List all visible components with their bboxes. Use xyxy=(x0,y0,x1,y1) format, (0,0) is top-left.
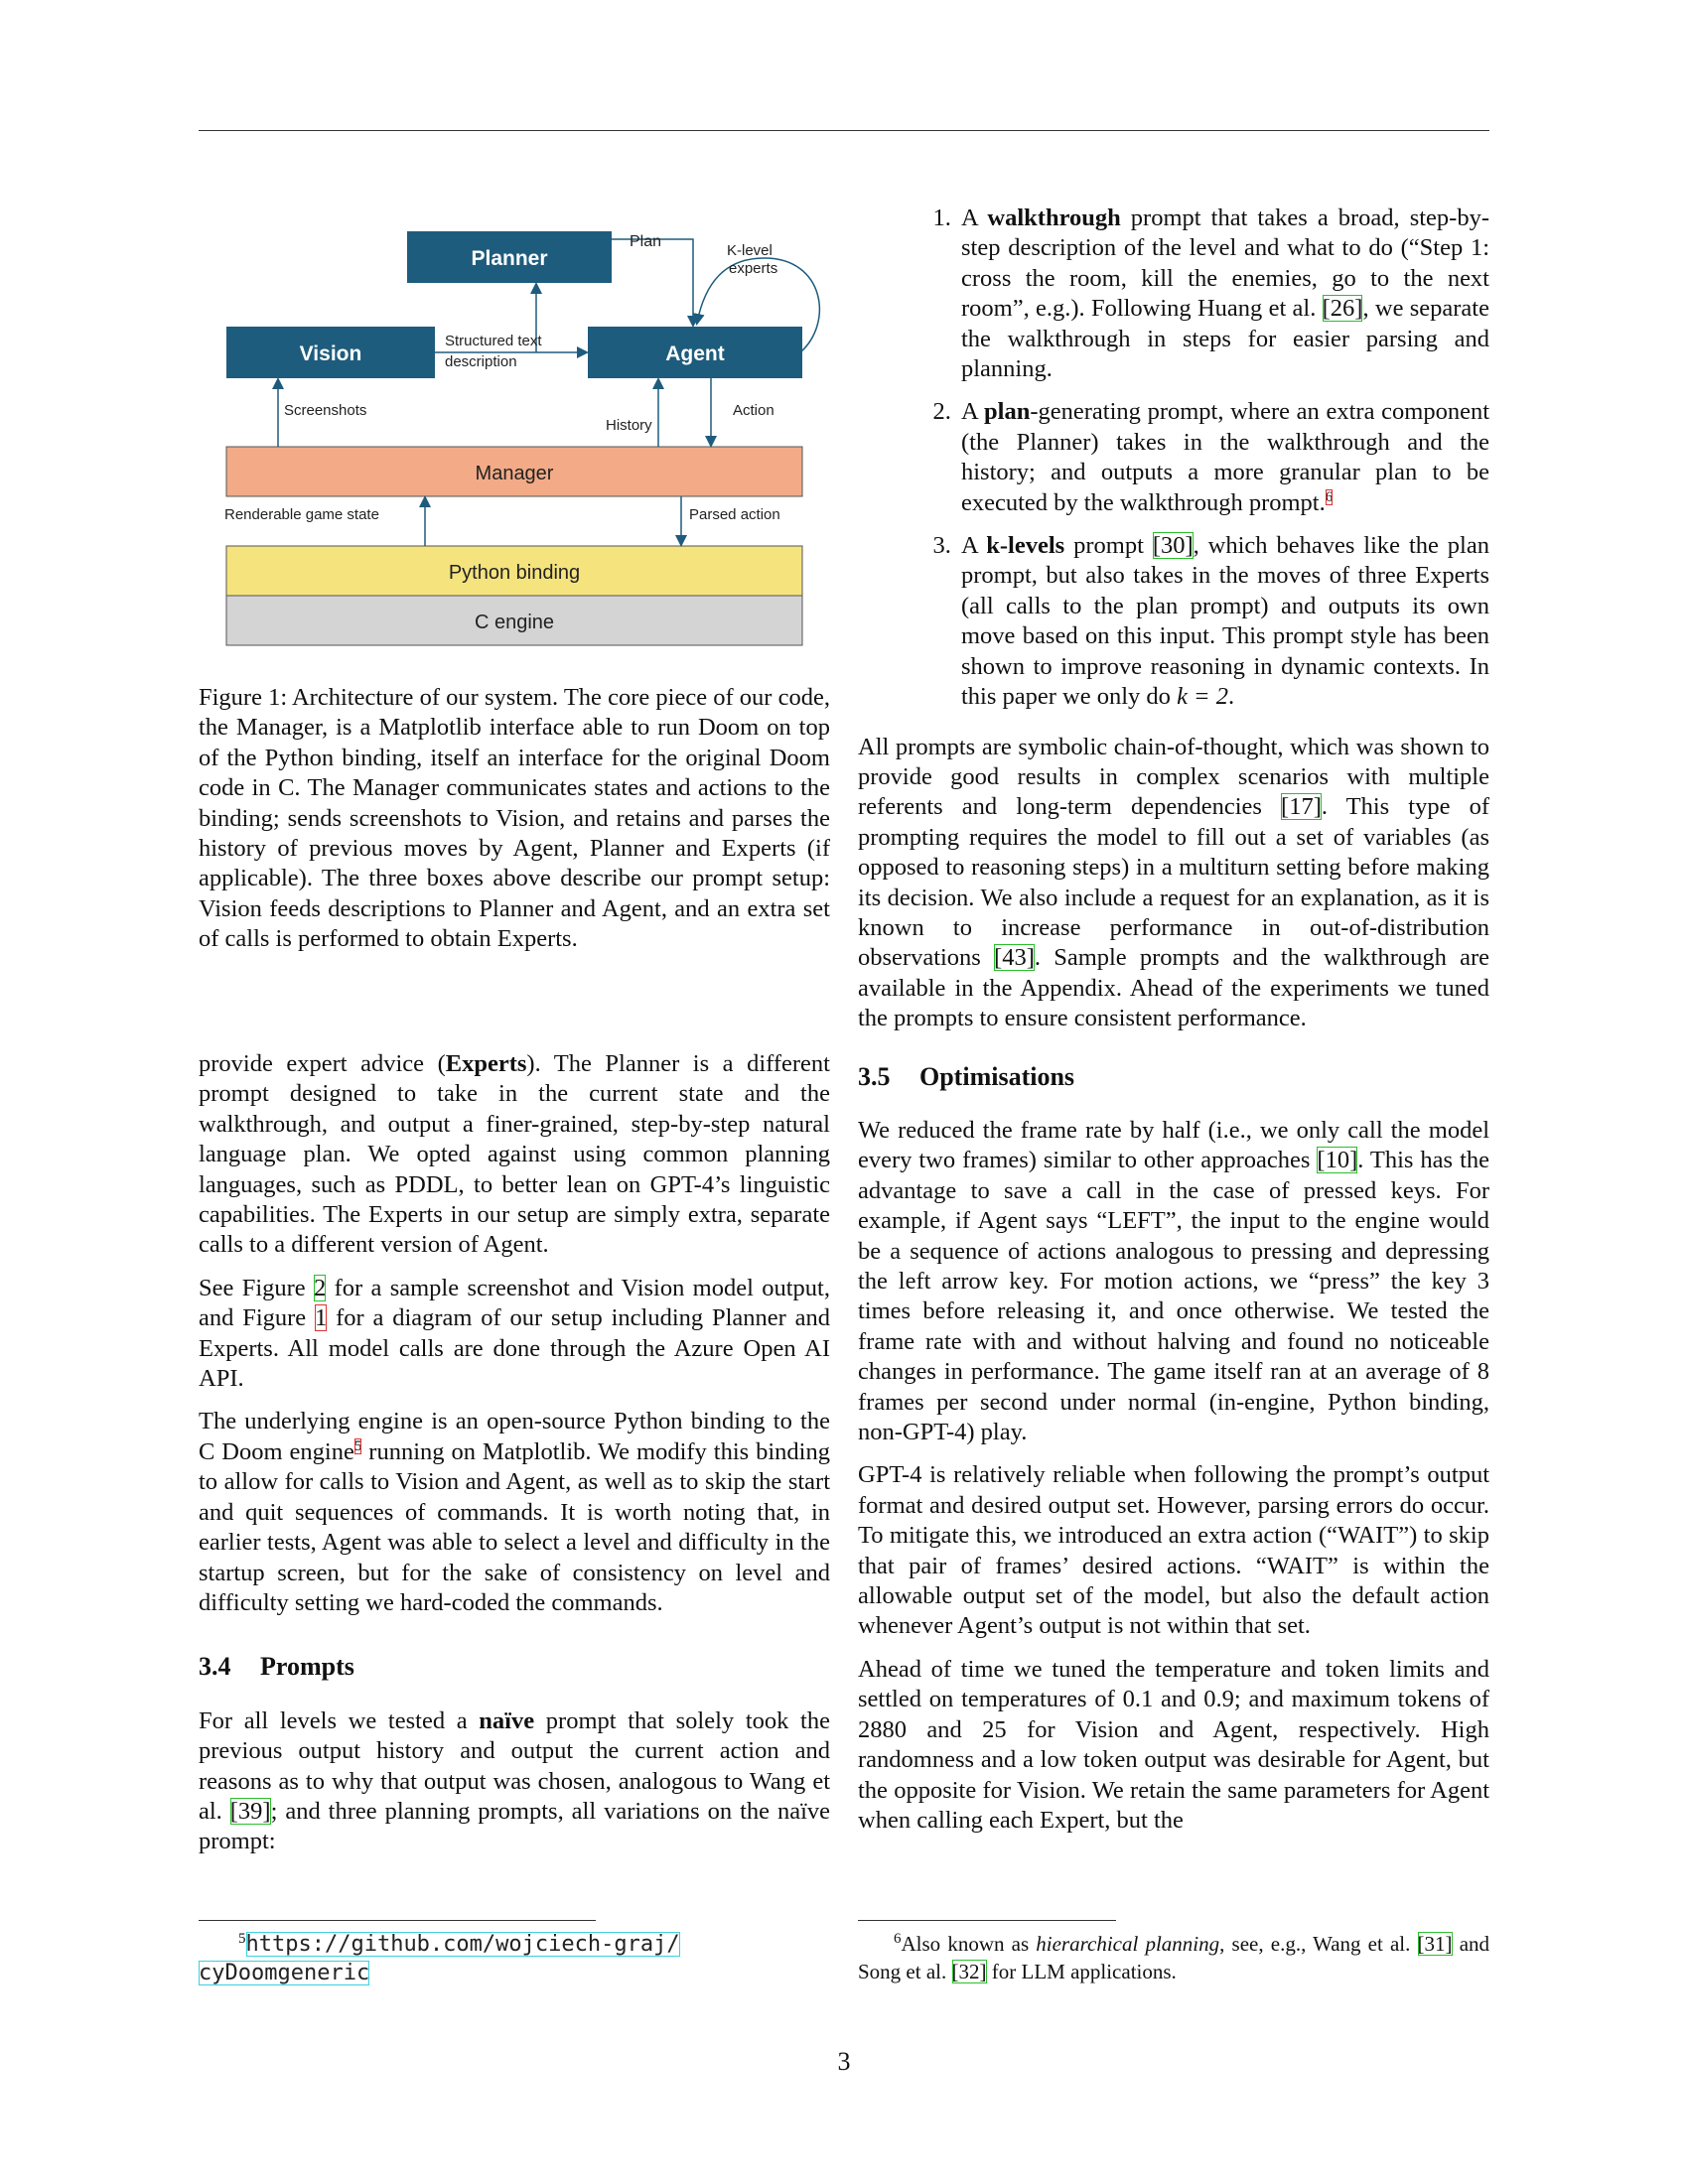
renderable-label: Renderable game state xyxy=(224,506,379,523)
architecture-figure xyxy=(199,213,830,680)
c-engine-label: C engine xyxy=(474,612,555,633)
footnote-rule-right xyxy=(858,1920,1116,1921)
citation-32[interactable]: [32] xyxy=(951,1960,987,1983)
citation-43[interactable]: [43] xyxy=(994,944,1035,972)
page-number: 3 xyxy=(837,2047,851,2076)
manager-label: Manager xyxy=(475,463,554,484)
paragraph: provide expert advice (Experts). The Planner is a different prompt designed to take in the current state and the walkthrough, and output a finer-grained, step-by-step natural language plan. We opted against using common planning languages, such as PDDL, to better lean on GPT-4’s linguistic capabilities. The Experts in our setup are simply extra, separate calls to a different version of Agent. xyxy=(199,1050,830,1259)
citation-30[interactable]: [30] xyxy=(1152,532,1194,560)
list-item: 2. A plan-generating prompt, where an extra component (the Planner) takes in the walkthrough and the history; and outputs a more granular plan to be executed by the walkthrough prompt.$^6$ xyxy=(957,397,1489,518)
paragraph: For all levels we tested a naïve prompt that solely took the previous output history and output the current action and reasons as to why that output was chosen, analogous to Wang et al. [39]; and three planning prompts, all variations on the naïve prompt: xyxy=(199,1706,831,1855)
citation-39[interactable]: [39] xyxy=(229,1797,271,1825)
list-item: 1. A walkthrough prompt that takes a broad, step-by-step description of the level and what to do (“Step 1: cross the room, kill the enemies, go to the next room”, e.g.). Following Huang et al. [26], we separate the walkthrough in steps for easier parsing and planning. xyxy=(957,204,1489,384)
screenshots-label: Screenshots xyxy=(284,402,367,419)
citation-31[interactable]: [31] xyxy=(1417,1932,1453,1956)
paragraph: All prompts are symbolic chain-of-thought, which was shown to provide good results in complex scenarios with multiple referents and long-term dependencies [17]. This type of prompting requires the model to fill out a set of variables (as opposed to reasoning steps) in a multiturn setting before making its decision. We also include a request for an explanation, as it is known to increase performance in out-of-distribution observations [43]. Sample prompts and the walkthrough are available in the Appendix. Ahead of the experiments we tuned the prompts to ensure consistent performance. xyxy=(858,733,1489,1032)
figure-2-link[interactable]: 2 xyxy=(314,1274,327,1301)
paragraph: GPT-4 is relatively reliable when following the prompt’s output format and desired output set. However, parsing errors do occur. To mitigate this, we introduced an extra action (“WAIT”) to skip that pair of frames’ desired actions. “WAIT” is within the allowable output set of the model, but also the default action whenever Agent’s output is not within that set. xyxy=(858,1461,1489,1640)
agent-label: Agent xyxy=(665,342,725,365)
structured-label-2: description xyxy=(445,353,517,370)
right-column xyxy=(858,204,1489,1848)
footnote-rule-left xyxy=(199,1920,596,1921)
python-binding-label: Python binding xyxy=(448,562,581,584)
prompt-list xyxy=(858,204,1489,713)
figure-1-link[interactable]: 1 xyxy=(315,1304,328,1332)
header-rule xyxy=(199,130,1489,131)
section-heading-optimisations: 3.5 Optimisations xyxy=(858,1061,1075,1091)
history-label: History xyxy=(606,417,652,434)
footnote-6: $^6$Also known as hierarchical planning, see, e.g., Wang et al. [31] and Song et al. [32] for LLM applications. xyxy=(858,1931,1490,1983)
footnote-5-marker[interactable]: 5 xyxy=(353,1437,362,1454)
paragraph: The underlying engine is an open-source Python binding to the C Doom engine$^5$ running on Matplotlib. We modify this binding to allow for calls to Vision and Agent, as well as to skip the start and quit sequences of commands. It is worth noting that, in earlier tests, Agent was able to select a level and difficulty in the startup screen, but for the sake of consistency on level and difficulty setting we hard-coded the commands. xyxy=(199,1408,830,1616)
structured-label-1: Structured text xyxy=(445,333,542,349)
action-label: Action xyxy=(733,402,774,419)
architecture-diagram xyxy=(199,213,830,680)
experts-term: Experts xyxy=(445,1050,527,1077)
k-level-label-2: experts xyxy=(729,260,778,277)
section-heading-prompts: 3.4 Prompts xyxy=(199,1652,354,1682)
github-link-cont[interactable]: cyDoomgeneric xyxy=(199,1961,370,1985)
list-item: 3. A k-levels prompt [30], which behaves like the plan prompt, but also takes in the moves of three Experts (all calls to the plan prompt) and outputs its own move based on this input. This prompt style has been shown to improve reasoning in dynamic contexts. In this paper we only do k = 2. xyxy=(957,531,1489,712)
k-level-label-1: K-level xyxy=(727,242,773,259)
footnote-6-marker[interactable]: 6 xyxy=(1325,488,1334,505)
footnote-5: $^5$https://github.com/wojciech-graj/ cyDoomgeneric xyxy=(199,1931,680,1985)
parsed-label: Parsed action xyxy=(689,506,780,523)
plan-arrow xyxy=(612,239,693,325)
left-column xyxy=(199,1049,830,1870)
github-link[interactable]: https://github.com/wojciech-graj/ xyxy=(245,1932,680,1957)
citation-10[interactable]: [10] xyxy=(1317,1147,1358,1174)
paragraph: Ahead of time we tuned the temperature and token limits and settled on temperatures of 0.1 and 0.9; and maximum tokens of 2880 and 25 for Vision and Agent, respectively. High randomness and a low token output was desirable for Agent, but the opposite for Vision. We retain the same parameters for Agent when calling each Expert, but the xyxy=(858,1655,1489,1834)
vision-label: Vision xyxy=(299,342,362,365)
citation-26[interactable]: [26] xyxy=(1322,295,1363,323)
figure-caption: Figure 1: Architecture of our system. The core piece of our code, the Manager, is a Matplotlib interface able to run Doom on top of the Python binding, itself an interface for the original Doom code in C. The Manager communicates states and actions to the binding; sends screenshots to Vision, and retains and parses the history of previous moves by Agent, Planner and Experts (if applicable). The three boxes above describe our prompt setup: Vision feeds descriptions to Planner and Agent, and an extra set of calls is performed to obtain Experts. xyxy=(199,684,830,953)
paragraph: We reduced the frame rate by half (i.e., we only call the model every two frames) similar to other approaches [10]. This has the advantage to save a call in the case of pressed keys. For example, if Agent says “LEFT”, the input to the engine would be a sequence of actions analogous to pressing and depressing the left arrow key. For motion actions, we “press” the key 3 times before releasing it, and once otherwise. We tested the frame rate with and without halving and found no noticeable changes in performance. The game itself ran at an average of 8 frames per second under normal (in-engine, Python binding, non-GPT-4) play. xyxy=(858,1116,1489,1446)
paragraph: See Figure 2 for a sample screenshot and Vision model output, and Figure 1 for a diagram of our setup including Planner and Experts. All model calls are done through the Azure Open AI API. xyxy=(199,1274,830,1393)
planner-label: Planner xyxy=(471,247,548,270)
plan-label: Plan xyxy=(630,233,662,250)
citation-17[interactable]: [17] xyxy=(1281,793,1322,821)
